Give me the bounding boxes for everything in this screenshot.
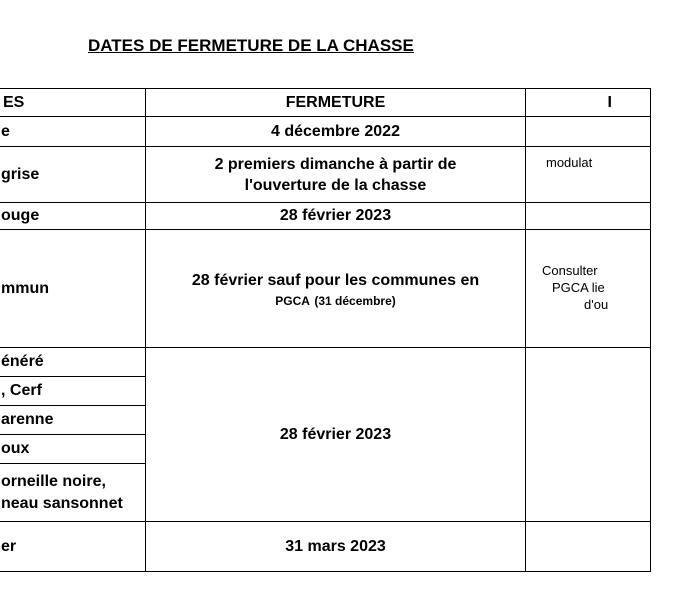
closing-cell: 2 premiers dimanche à partir de l'ouverture de la chasse: [146, 147, 526, 203]
header-notes: I: [526, 89, 651, 117]
table-row: [0, 348, 651, 377]
species-cell: ouge: [0, 203, 146, 230]
table-row: [0, 203, 651, 230]
species-cell: énéré: [0, 348, 146, 377]
species-cell: mmun: [0, 230, 146, 348]
species-cell: oux: [0, 435, 146, 464]
hunting-closing-dates-table: [0, 88, 651, 572]
group-closing-cell: 28 février 2023: [146, 348, 526, 522]
closing-cell: 4 décembre 2022: [146, 117, 526, 147]
notes-cell: modulat: [526, 147, 651, 203]
closing-cell: 28 février 2023: [146, 203, 526, 230]
header-species: ES: [0, 89, 146, 117]
notes-cell: [526, 203, 651, 230]
species-cell: arenne: [0, 406, 146, 435]
notes-cell: [526, 348, 651, 522]
table-row: [0, 522, 651, 572]
species-cell: , Cerf: [0, 377, 146, 406]
closing-cell: 31 mars 2023: [146, 522, 526, 572]
notes-cell: Consulter PGCA lie d'ou: [526, 230, 651, 348]
notes-cell: [526, 522, 651, 572]
page-title: DATES DE FERMETURE DE LA CHASSE: [88, 36, 414, 55]
table-row: [0, 117, 651, 147]
species-cell: grise: [0, 147, 146, 203]
table-header-row: [0, 89, 651, 117]
species-cell: orneille noire, neau sansonnet: [0, 464, 146, 522]
closing-cell: 28 février sauf pour les communes en PGCA (31 décembre): [146, 230, 526, 348]
table-row: [0, 230, 651, 348]
header-closing: FERMETURE: [146, 89, 526, 117]
species-cell: er: [0, 522, 146, 572]
species-cell: e: [0, 117, 146, 147]
notes-cell: [526, 117, 651, 147]
table-row: [0, 147, 651, 203]
